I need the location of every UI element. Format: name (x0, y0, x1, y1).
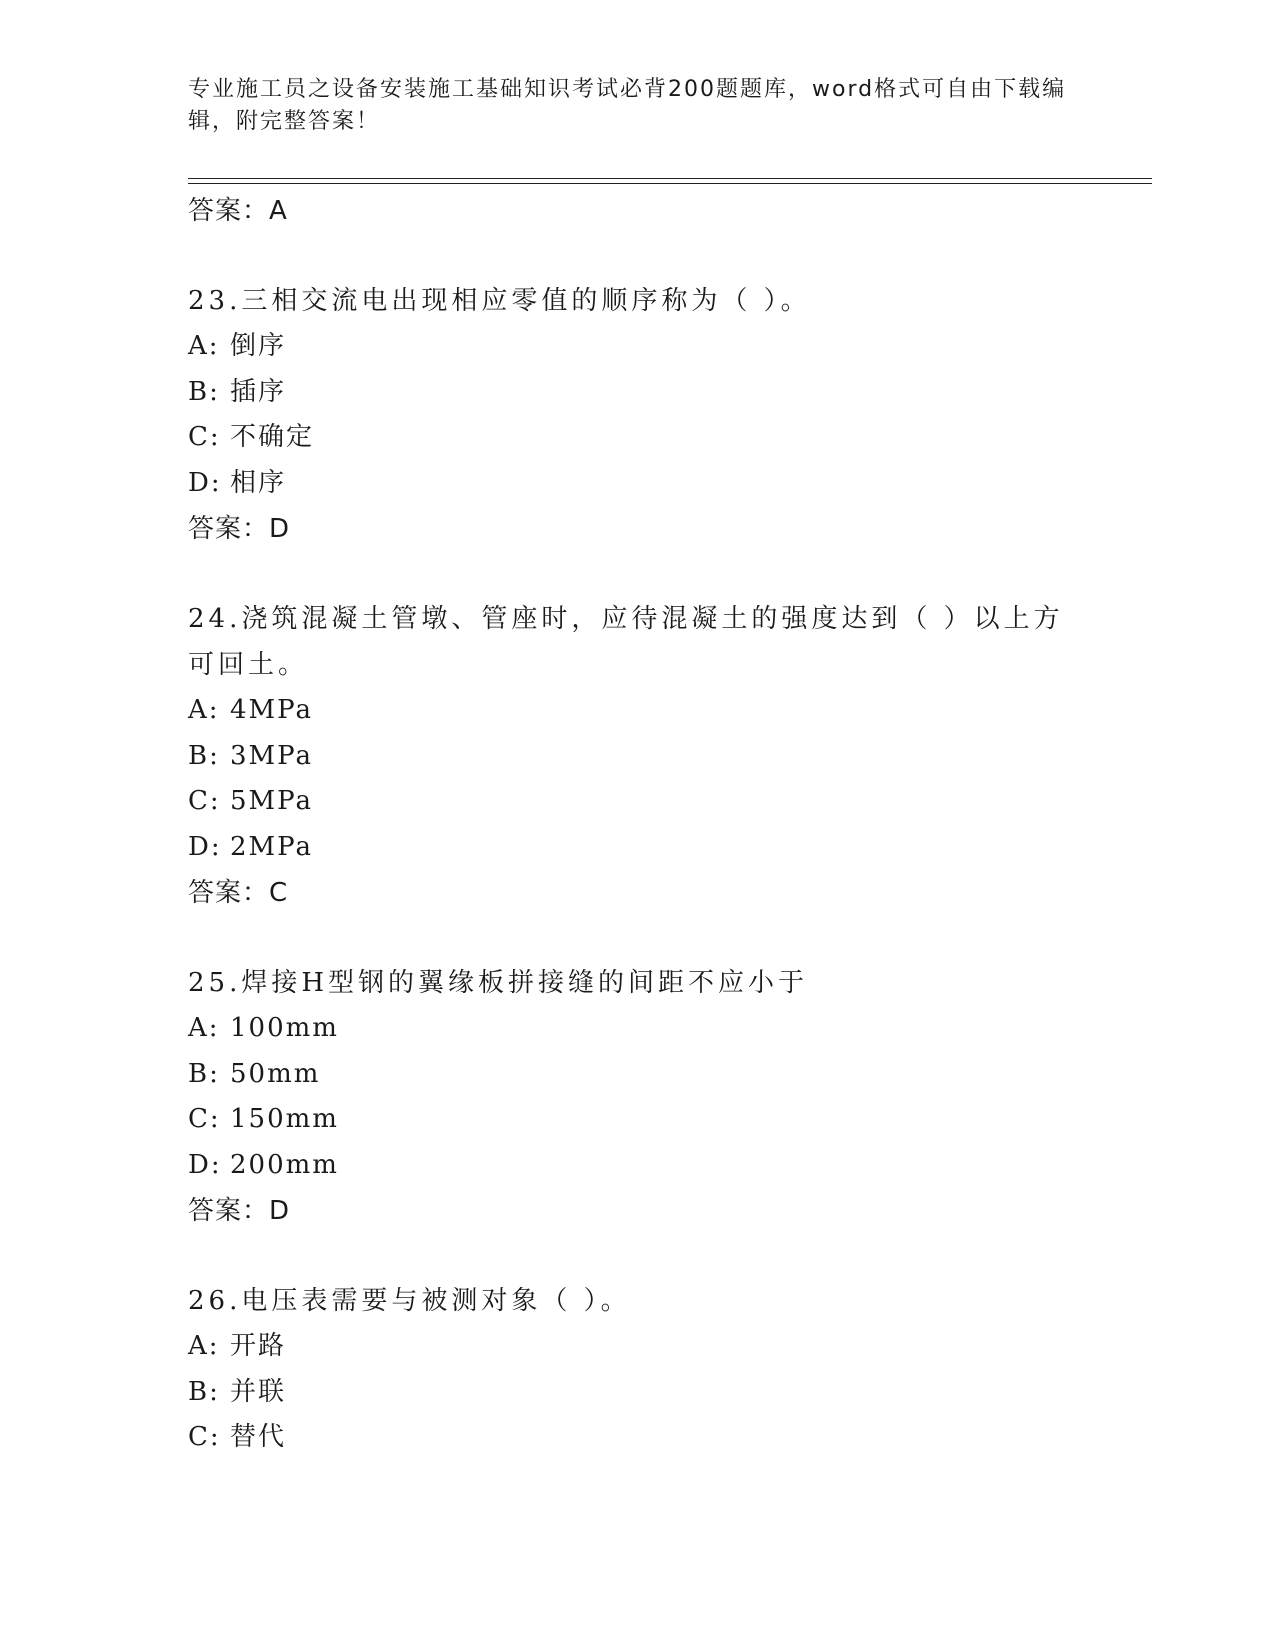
header-rule-top (188, 178, 1152, 179)
option-d (188, 461, 1088, 507)
answer-line: 答案：A (188, 196, 288, 226)
option-c (188, 1415, 1088, 1461)
option-value: 倒序 (230, 331, 287, 361)
option-b (188, 1052, 1088, 1098)
option-c (188, 1097, 1088, 1143)
option-a (188, 324, 1088, 370)
answer-line: 答案：C (188, 878, 289, 908)
option-key: B: (188, 740, 220, 771)
option-d (188, 1143, 1088, 1189)
option-value: 不确定 (230, 422, 315, 452)
question-26 (188, 1278, 1088, 1461)
option-key: A: (188, 331, 220, 361)
question-text: 26.电压表需要与被测对象（ ）。 (188, 1286, 631, 1316)
answer-line: 答案：D (188, 1196, 291, 1226)
option-key: A: (188, 1331, 220, 1361)
option-key: A: (188, 1013, 220, 1043)
answer-line: 答案：D (188, 514, 291, 544)
option-key: D: (188, 831, 222, 862)
option-key: C: (188, 786, 221, 816)
question-text: 23.三相交流电出现相应零值的顺序称为（ ）。 (188, 286, 811, 316)
option-a (188, 688, 1088, 734)
option-key: B: (188, 376, 220, 407)
question-24 (188, 596, 1088, 916)
option-value: 5MPa (230, 786, 313, 816)
question-25 (188, 960, 1088, 1234)
option-b (188, 1370, 1088, 1416)
option-c (188, 415, 1088, 461)
question-list (188, 188, 1088, 1461)
option-value: 并联 (230, 1376, 287, 1407)
option-value: 3MPa (230, 740, 313, 771)
option-a (188, 1324, 1088, 1370)
option-value: 4MPa (230, 695, 313, 725)
option-value: 200mm (230, 1149, 339, 1180)
option-a (188, 1006, 1088, 1052)
option-b (188, 734, 1088, 780)
option-key: D: (188, 467, 222, 498)
option-value: 插序 (230, 376, 287, 407)
option-key: D: (188, 1149, 222, 1180)
option-key: C: (188, 1422, 221, 1452)
option-value: 150mm (230, 1104, 339, 1134)
header-rule-bottom (188, 183, 1152, 184)
option-value: 100mm (230, 1013, 339, 1043)
option-key: A: (188, 695, 220, 725)
option-value: 替代 (230, 1422, 287, 1452)
question-23 (188, 278, 1088, 552)
option-value: 相序 (230, 467, 287, 498)
question-text: 25.焊接H型钢的翼缘板拼接缝的间距不应小于 (188, 968, 809, 998)
option-d (188, 825, 1088, 871)
document-header: 专业施工员之设备安装施工基础知识考试必背200题题库，word格式可自由下载编辑，附完整答案！ (188, 77, 1067, 134)
option-value: 50mm (230, 1058, 321, 1089)
option-key: B: (188, 1058, 220, 1089)
option-value: 2MPa (230, 831, 313, 862)
option-key: C: (188, 1104, 221, 1134)
option-key: C: (188, 422, 221, 452)
option-value: 开路 (230, 1331, 287, 1361)
option-b (188, 370, 1088, 416)
option-c (188, 779, 1088, 825)
option-key: B: (188, 1376, 220, 1407)
question-text: 24.浇筑混凝土管墩、管座时，应待混凝土的强度达到（ ）以上方可回土。 (188, 604, 1064, 680)
